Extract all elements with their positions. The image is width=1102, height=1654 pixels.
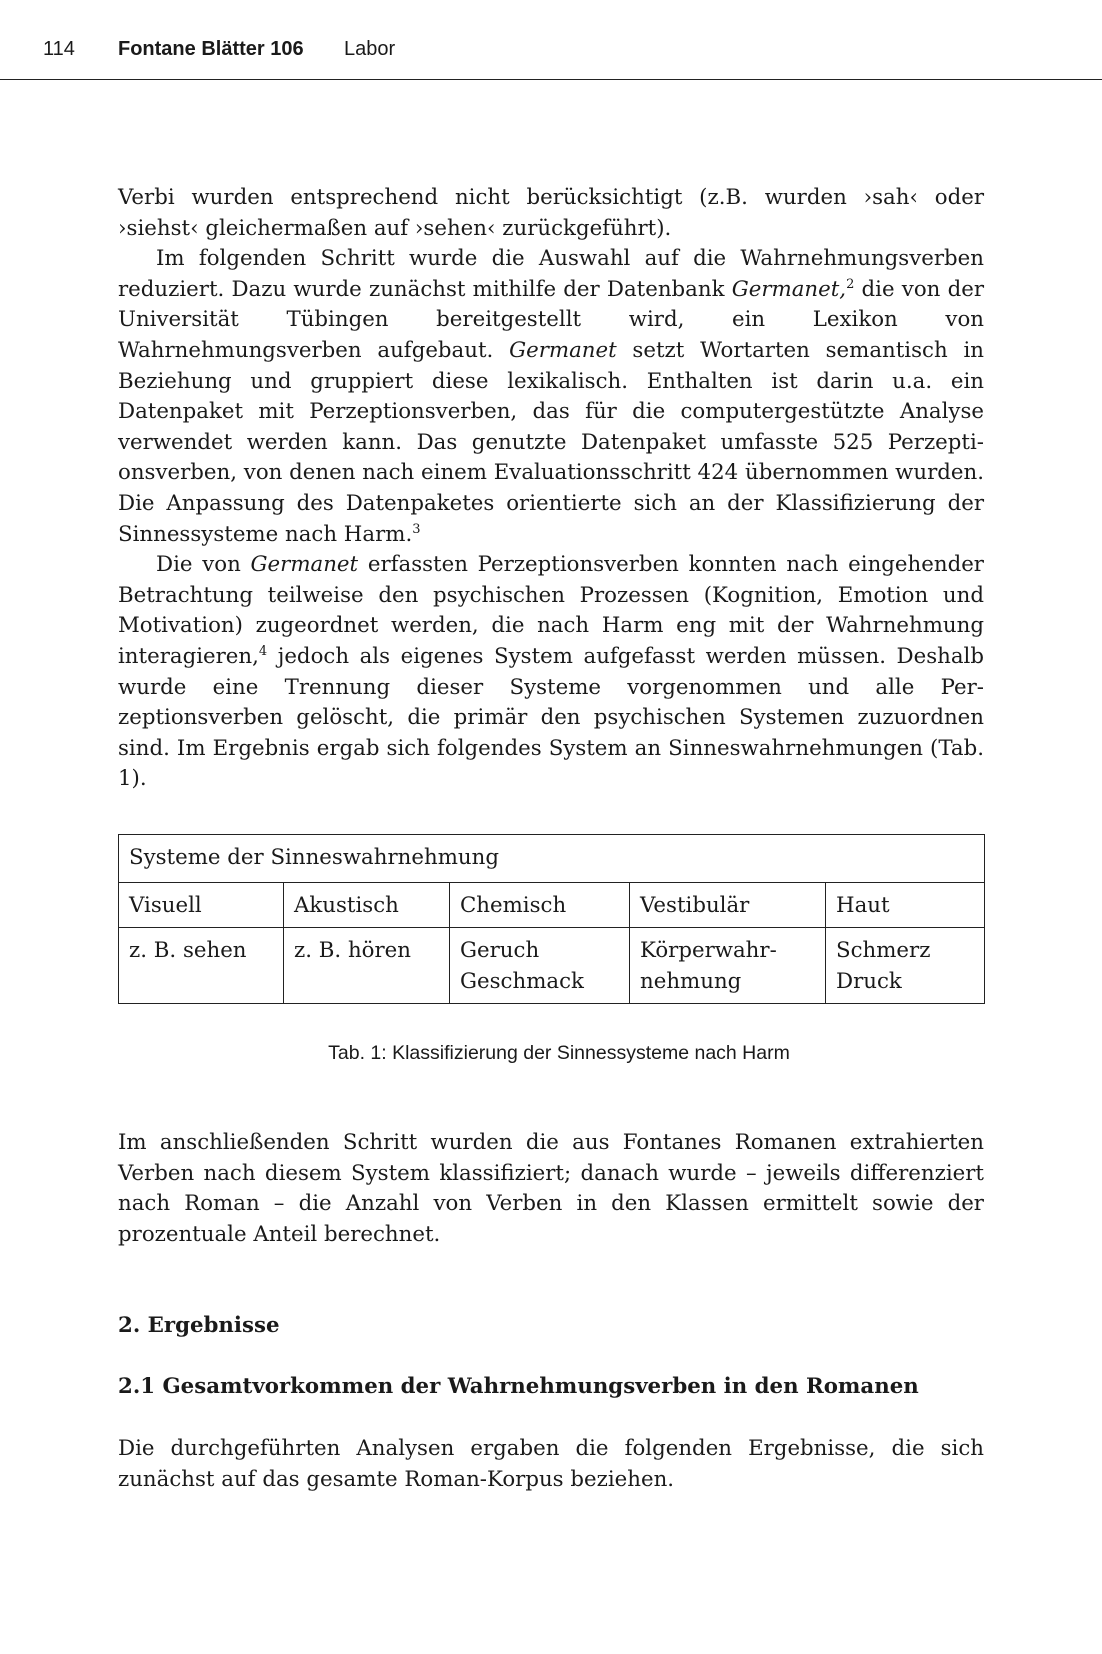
section-label: Labor	[344, 38, 396, 60]
footnote-ref[interactable]: 2	[846, 276, 855, 292]
running-header	[0, 0, 1102, 80]
section-heading: 2. Ergebnisse	[118, 1313, 280, 1338]
subsection-heading: 2.1 Gesamtvorkommen der Wahrnehmungsverben in den Romanen	[118, 1374, 919, 1399]
table-cell	[450, 928, 630, 1004]
italic-term: Germanet	[509, 337, 617, 363]
footnote-ref[interactable]: 4	[258, 643, 268, 659]
italic-term: Germanet	[250, 552, 359, 578]
cell-line: Druck	[836, 968, 902, 994]
text-run: die von der Universität Tübingen bereitgestellt wird, ein Lexikon von Wahrnehmungsverben aufgebaut.	[118, 276, 985, 363]
table-header-cell: Vestibulär	[630, 882, 826, 928]
table-cell	[119, 928, 284, 1004]
table-cell	[826, 928, 985, 1004]
paragraph-2	[118, 244, 984, 550]
footnote-ref[interactable]: 3	[412, 521, 421, 537]
cell-line: Körperwahr-	[640, 938, 777, 964]
text-run: setzt Wortarten semantisch in Beziehung und gruppiert diese lexikalisch. Enthalten ist darin u.a. ein Datenpaket mit Perzeptionsverben, das für die computergestützte Analyse verwendet werden kann. Das genutzte Datenpaket umfasste 525 Perzeptionsverben, von denen nach einem Evaluationsschritt 424 übernommen wurden. Die Anpassung des Datenpaketes orientierte sich an der Klassifizierung der Sinnessysteme nach Harm.	[118, 337, 984, 547]
table-row	[119, 928, 985, 1004]
cell-line: nehmung	[640, 968, 742, 994]
senses-table	[118, 834, 985, 1004]
table-header-cell: Chemisch	[450, 882, 630, 928]
journal-title: Fontane Blätter 106	[118, 38, 304, 60]
final-paragraph: Die durchgeführten Analysen ergaben die folgenden Ergebnisse, die sich zunächst auf das gesamte Roman-Korpus beziehen.	[118, 1436, 984, 1492]
table-caption: Tab. 1: Klassifizierung der Sinnessysteme nach Harm	[328, 1042, 790, 1064]
paragraph-3	[118, 550, 984, 795]
cell-line: Schmerz	[836, 938, 931, 964]
cell-line: z. B. hören	[294, 938, 411, 964]
text-run: Im folgenden Schritt wurde die Auswahl auf die Wahrnehmungsverben reduziert. Dazu wurde zunächst mithilfe der Datenbank	[118, 246, 984, 302]
table-header-cell: Haut	[826, 882, 985, 928]
text-run: erfassten Perzeptionsverben konnten nach eingehender Betrachtung teilweise den psychischen Prozessen (Kognition, Emotion und Motivation) zugeordnet werden, die nach Harm eng mit der Wahrnehmung interagieren,	[118, 552, 984, 669]
paragraph-after-table: Im anschließenden Schritt wurden die aus Fontanes Romanen extrahierten Verben nach diesem System klassifiziert; danach wurde – jeweils differenziert nach Roman – die Anzahl von Verben in den Klassen ermittelt sowie der prozentuale Anteil berechnet.	[118, 1130, 984, 1247]
table-header-cell: Akustisch	[284, 882, 450, 928]
page-number: 114	[43, 38, 75, 60]
cell-line: Geruch	[460, 938, 540, 964]
cell-line: Geschmack	[460, 968, 584, 994]
main-text	[118, 183, 984, 795]
table-title: Systeme der Sinneswahrnehmung	[119, 835, 985, 883]
table-title-row	[119, 835, 985, 883]
table-header-row	[119, 882, 985, 928]
cell-line: z. B. sehen	[129, 938, 247, 964]
table-cell	[284, 928, 450, 1004]
table-header-cell: Visuell	[119, 882, 284, 928]
text-run: Die von	[156, 552, 251, 578]
paragraph-1: Verbi wurden entsprechend nicht berücksichtigt (z.B. wurden ›sah‹ oder ›siehst‹ gleichermaßen auf ›sehen‹ zurückgeführt).	[118, 185, 984, 241]
table-cell	[630, 928, 826, 1004]
text-run: jedoch als eigenes System aufgefasst werden müssen. Deshalb wurde eine Trennung dieser Systeme vorgenommen und alle Perzeptionsverben gelöscht, die primär den psychischen Systemen zuzuordnen sind. Im Ergebnis ergab sich folgendes System an Sinneswahrnehmungen (Tab. 1).	[118, 643, 984, 792]
italic-term: Germanet,	[731, 276, 847, 302]
